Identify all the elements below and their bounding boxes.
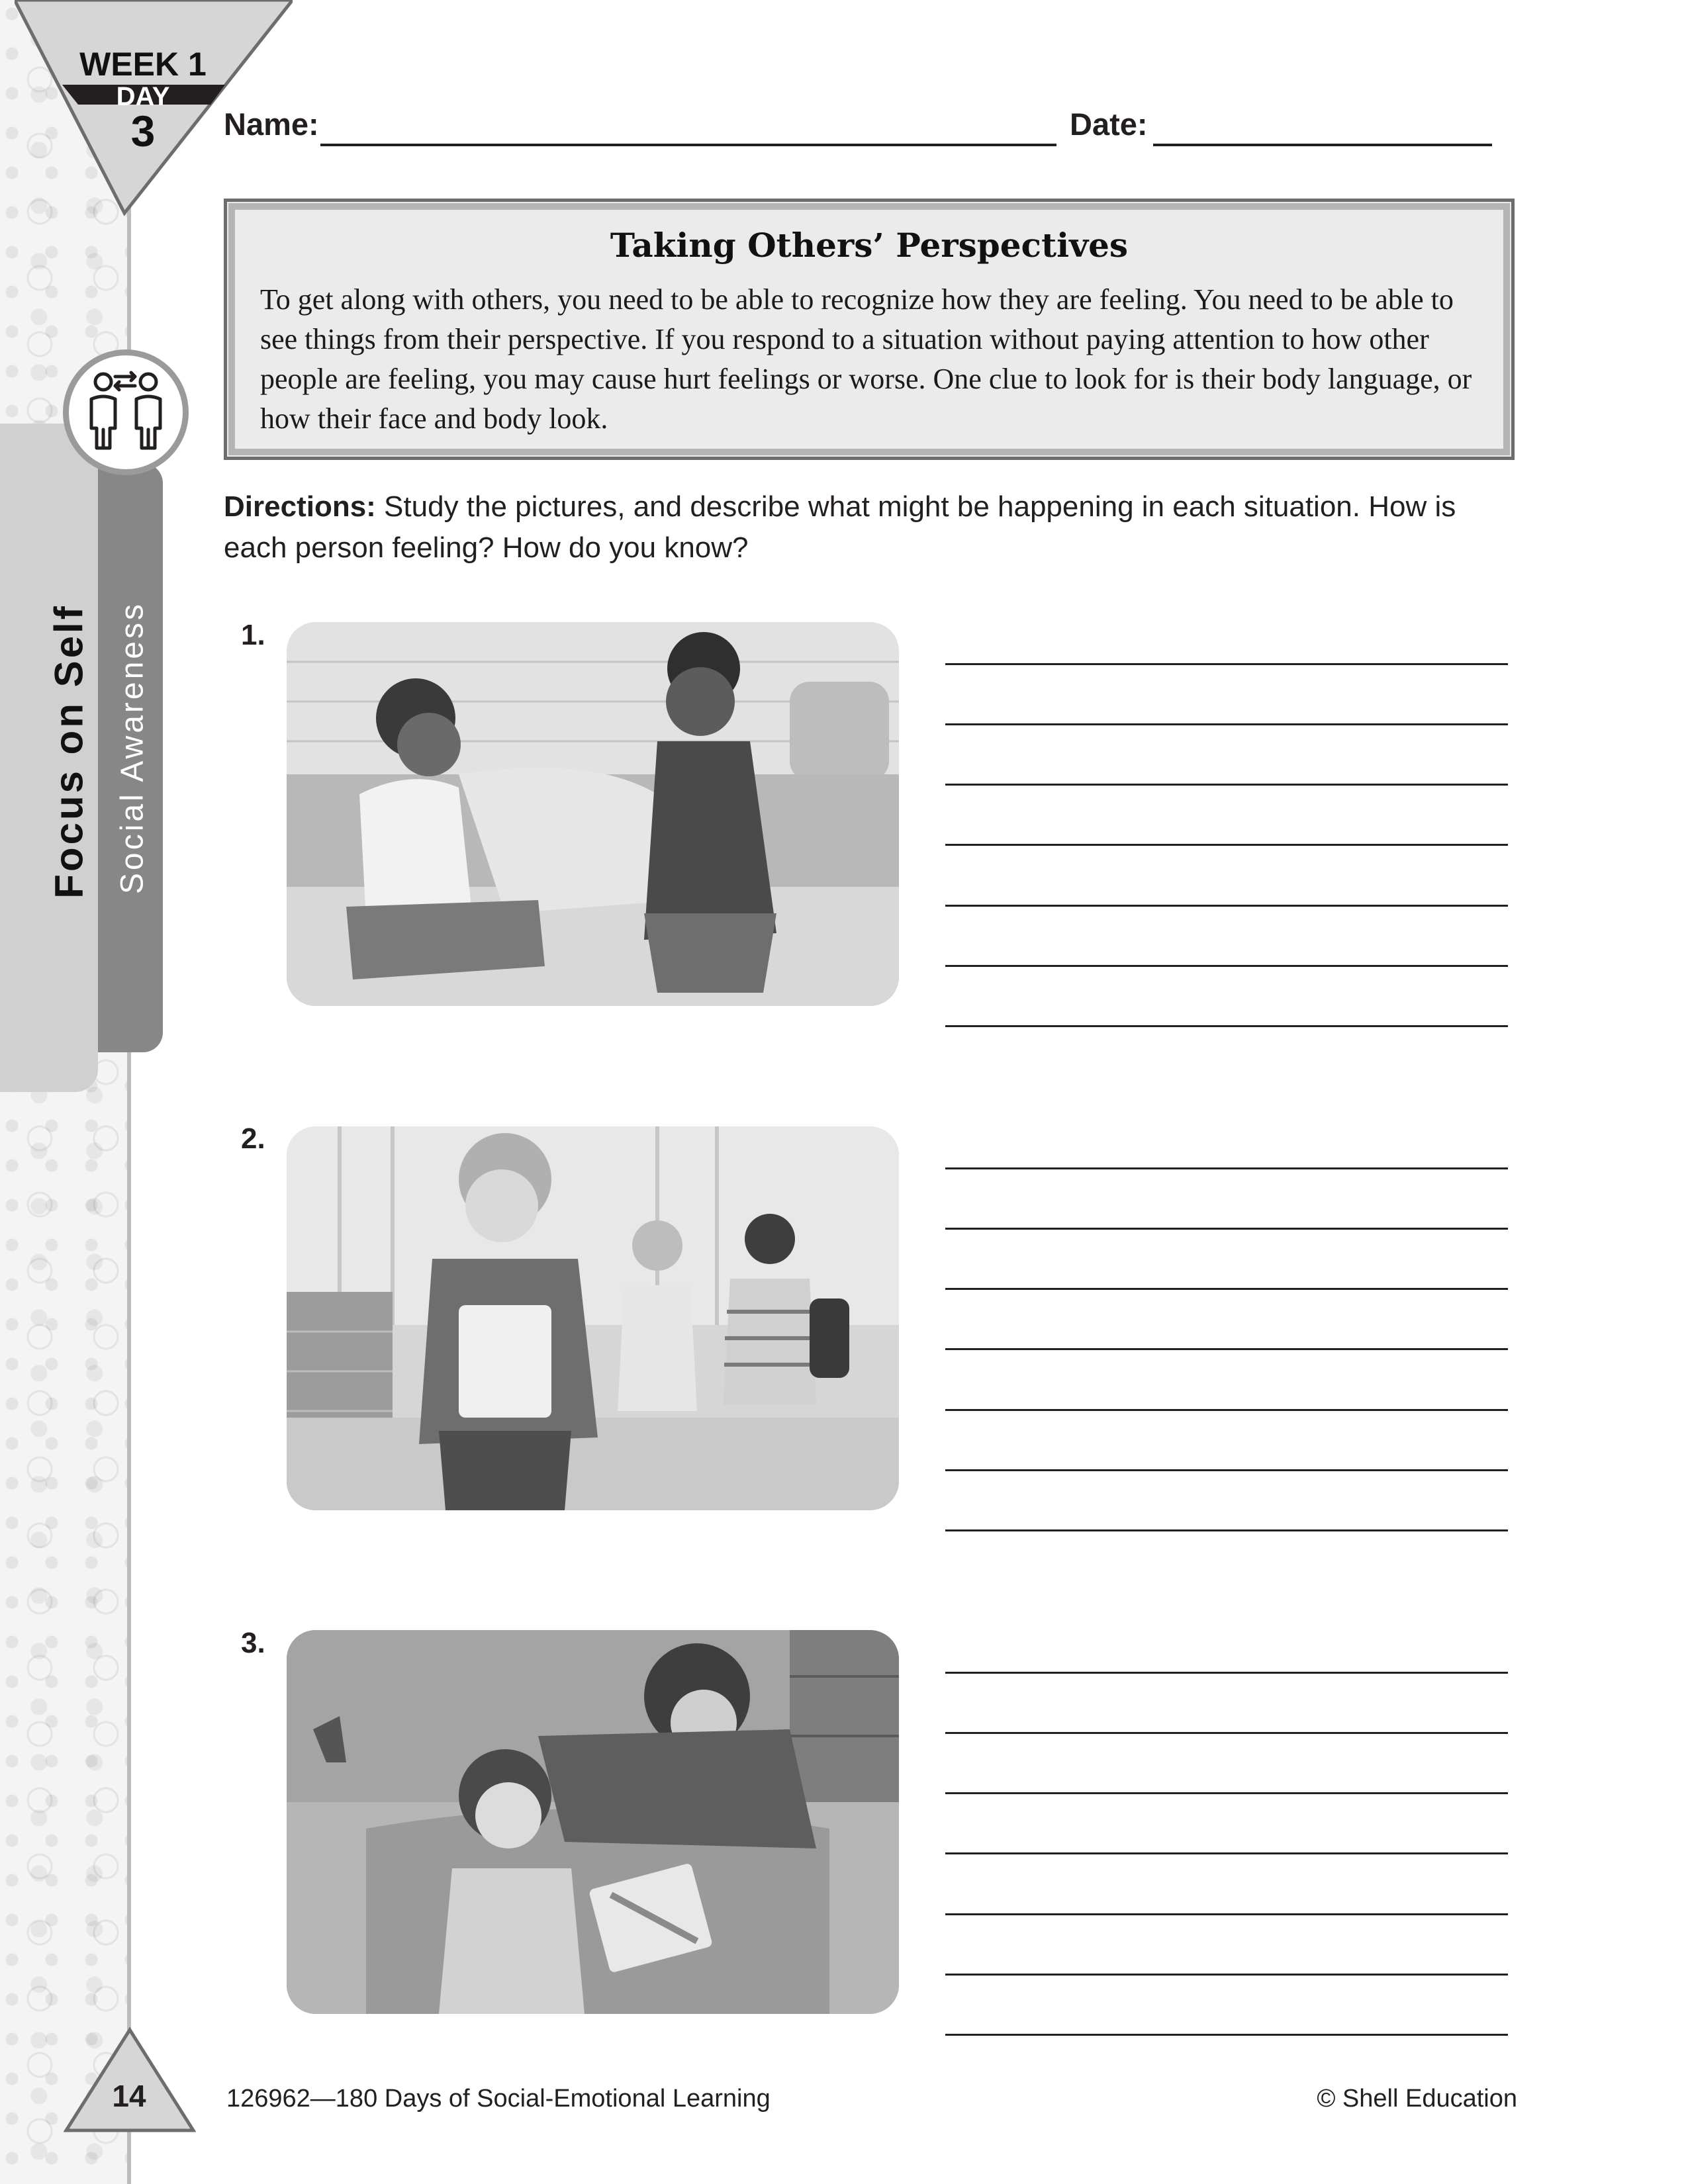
directions [224,486,1521,569]
answer-line[interactable] [945,1348,1508,1350]
answer-line[interactable] [945,1469,1508,1471]
answer-line[interactable] [945,784,1508,786]
subsection-label: Social Awareness [115,602,150,894]
answer-line[interactable] [945,1025,1508,1027]
directions-label: Directions: [224,490,376,523]
decorative-pattern-strip [0,0,130,2184]
answer-line[interactable] [945,1792,1508,1794]
directions-text: Study the pictures, and describe what might be happening in each situation. How is each person feeling? How do you know? [224,490,1456,564]
answer-line[interactable] [945,1167,1508,1169]
answer-line[interactable] [945,1529,1508,1531]
boy-with-book-and-classmates-photo [287,1126,899,1510]
date-field-line[interactable] [1153,144,1492,146]
answer-line[interactable] [945,1974,1508,1976]
answer-line[interactable] [945,1228,1508,1230]
girl-surprised-by-gift-photo [287,1630,899,2014]
answer-line[interactable] [945,1852,1508,1854]
footer-book-title: 126962—180 Days of Social-Emotional Learning [226,2085,771,2113]
answer-line[interactable] [945,1672,1508,1674]
answer-line[interactable] [945,1732,1508,1734]
info-box-title: Taking Others’ Perspectives [610,226,1129,265]
two-girls-laughing-on-couch-photo [287,622,899,1006]
answer-line[interactable] [945,2034,1508,2036]
answer-line[interactable] [945,965,1508,967]
answer-line[interactable] [945,723,1508,725]
item-number: 1. [241,619,265,651]
footer-publisher: © Shell Education [1317,2085,1517,2113]
strip-border [127,0,131,2184]
day-number: 3 [130,107,156,156]
day-label: DAY [116,82,170,111]
item-number: 3. [241,1627,265,1659]
name-field-line[interactable] [320,144,1056,146]
answer-line[interactable] [945,1409,1508,1411]
page-number: 14 [112,2079,146,2113]
answer-line[interactable] [945,844,1508,846]
answer-line[interactable] [945,1913,1508,1915]
answer-line[interactable] [945,663,1508,665]
perspective-people-icon [63,349,189,475]
section-label: Focus on Self [46,604,91,899]
name-label: Name: [224,107,319,142]
item-number: 2. [241,1122,265,1155]
date-label: Date: [1070,107,1148,142]
info-box-body: To get along with others, you need to be able to recognize how they are feeling. You need to be able to see things from their perspective. If you respond to a situation without paying attention to how other people are feeling, you may cause hurt feelings or worse. One clue to look for is their body language, or how their face and body look. [260,283,1472,435]
answer-line[interactable] [945,905,1508,907]
info-box [224,199,1515,460]
answer-line[interactable] [945,1288,1508,1290]
week-label: WEEK 1 [79,46,207,83]
